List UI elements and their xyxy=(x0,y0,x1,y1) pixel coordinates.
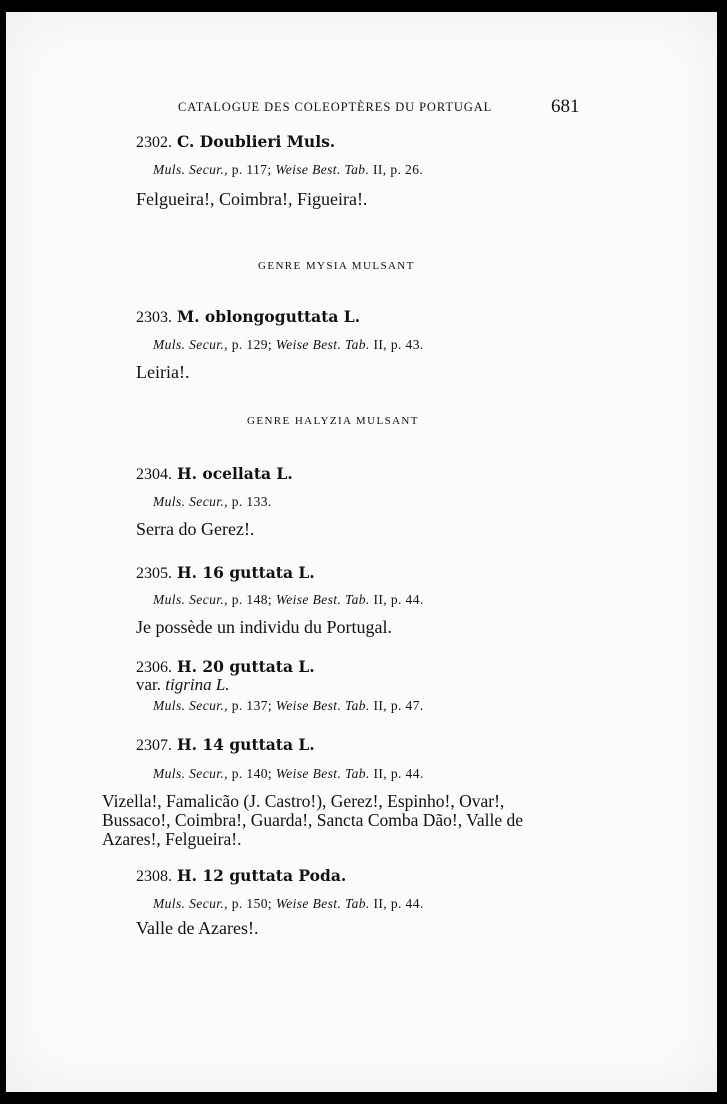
entry-2304-localities: Serra do Gerez!. xyxy=(136,519,255,539)
entry-2306-reference xyxy=(153,698,424,714)
ref-page: II, p. 44. xyxy=(373,592,424,607)
ref-author: Muls. Secur., xyxy=(153,896,228,911)
entry-2303-localities: Leiria!. xyxy=(136,362,190,382)
entry-2308-localities: Valle de Azares!. xyxy=(136,918,259,938)
entry-2304-reference xyxy=(153,494,272,510)
ref-author: Weise Best. Tab. xyxy=(275,162,370,177)
ref-author: Muls. Secur., xyxy=(153,592,228,607)
ref-page: p. 137; xyxy=(231,698,273,713)
ref-author: Weise Best. Tab. xyxy=(275,698,370,713)
ref-author: Weise Best. Tab. xyxy=(275,766,370,781)
ref-author: Weise Best. Tab. xyxy=(275,337,370,352)
entry-2302-title xyxy=(136,132,335,152)
entry-number: 2307. xyxy=(136,737,172,754)
running-head: CATALOGUE DES COLEOPTÈRES DU PORTUGAL xyxy=(178,100,493,114)
ref-page: II, p. 43. xyxy=(373,337,424,352)
ref-author: Muls. Secur., xyxy=(153,162,228,177)
ref-author: Muls. Secur., xyxy=(153,698,228,713)
ref-page: p. 150; xyxy=(231,896,273,911)
species-name: H. 16 guttata L. xyxy=(176,563,315,582)
ref-page: II, p. 44. xyxy=(373,766,424,781)
species-name: H. 12 guttata Poda. xyxy=(176,866,347,885)
entry-2306-variety xyxy=(136,675,230,695)
entry-2302-reference xyxy=(153,162,423,178)
genus-heading-halyzia: GENRE HALYZIA MULSANT xyxy=(247,415,419,427)
ref-author: Muls. Secur., xyxy=(153,494,228,509)
ref-page: p. 129; xyxy=(231,337,273,352)
entry-2306-title xyxy=(136,657,315,677)
locality-line: Vizella!, Famalicão (J. Castro!), Gerez!, Espinho!, Ovar!, xyxy=(102,791,505,811)
ref-author: Muls. Secur., xyxy=(153,766,228,781)
ref-page: II, p. 44. xyxy=(373,896,424,911)
ref-page: p. 148; xyxy=(231,592,273,607)
entry-2304-title xyxy=(136,464,293,484)
entry-2307-title xyxy=(136,735,315,755)
entry-number: 2304. xyxy=(136,466,172,483)
ref-page: II, p. 26. xyxy=(373,162,424,177)
entry-number: 2306. xyxy=(136,659,172,676)
entry-number: 2302. xyxy=(136,134,172,151)
entry-2305-title xyxy=(136,563,315,583)
entry-2307-reference xyxy=(153,766,424,782)
ref-page: p. 117; xyxy=(231,162,272,177)
ref-author: Weise Best. Tab. xyxy=(275,592,370,607)
ref-page: p. 140; xyxy=(231,766,273,781)
ref-page: II, p. 47. xyxy=(373,698,424,713)
species-name: H. 14 guttata L. xyxy=(176,735,315,754)
entry-2307-localities xyxy=(102,792,572,849)
entry-2305-reference xyxy=(153,592,424,608)
entry-2303-title xyxy=(136,307,360,327)
locality-line: Azares!, Felgueira!. xyxy=(102,829,242,849)
entry-2308-title xyxy=(136,866,346,886)
variety-prefix: var. xyxy=(136,675,162,694)
entry-number: 2305. xyxy=(136,565,172,582)
entry-2308-reference xyxy=(153,896,424,912)
species-name: H. ocellata L. xyxy=(176,464,293,483)
species-name: H. 20 guttata L. xyxy=(176,657,315,676)
genus-heading-mysia: GENRE MYSIA MULSANT xyxy=(258,260,415,272)
variety-name: tigrina L. xyxy=(165,675,230,694)
locality-line: Bussaco!, Coimbra!, Guarda!, Sancta Comba Dão!, Valle de xyxy=(102,810,524,830)
ref-author: Muls. Secur., xyxy=(153,337,228,352)
ref-author: Weise Best. Tab. xyxy=(275,896,370,911)
page-number: 681 xyxy=(551,96,580,117)
species-name: C. Doublieri Muls. xyxy=(176,132,336,151)
entry-2303-reference xyxy=(153,337,424,353)
entry-number: 2303. xyxy=(136,309,172,326)
species-name: M. oblongoguttata L. xyxy=(176,307,361,326)
entry-number: 2308. xyxy=(136,868,172,885)
book-page xyxy=(6,12,717,1092)
ref-page: p. 133. xyxy=(231,494,272,509)
entry-2305-localities: Je possède un individu du Portugal. xyxy=(136,617,392,637)
entry-2302-localities: Felgueira!, Coimbra!, Figueira!. xyxy=(136,189,368,209)
